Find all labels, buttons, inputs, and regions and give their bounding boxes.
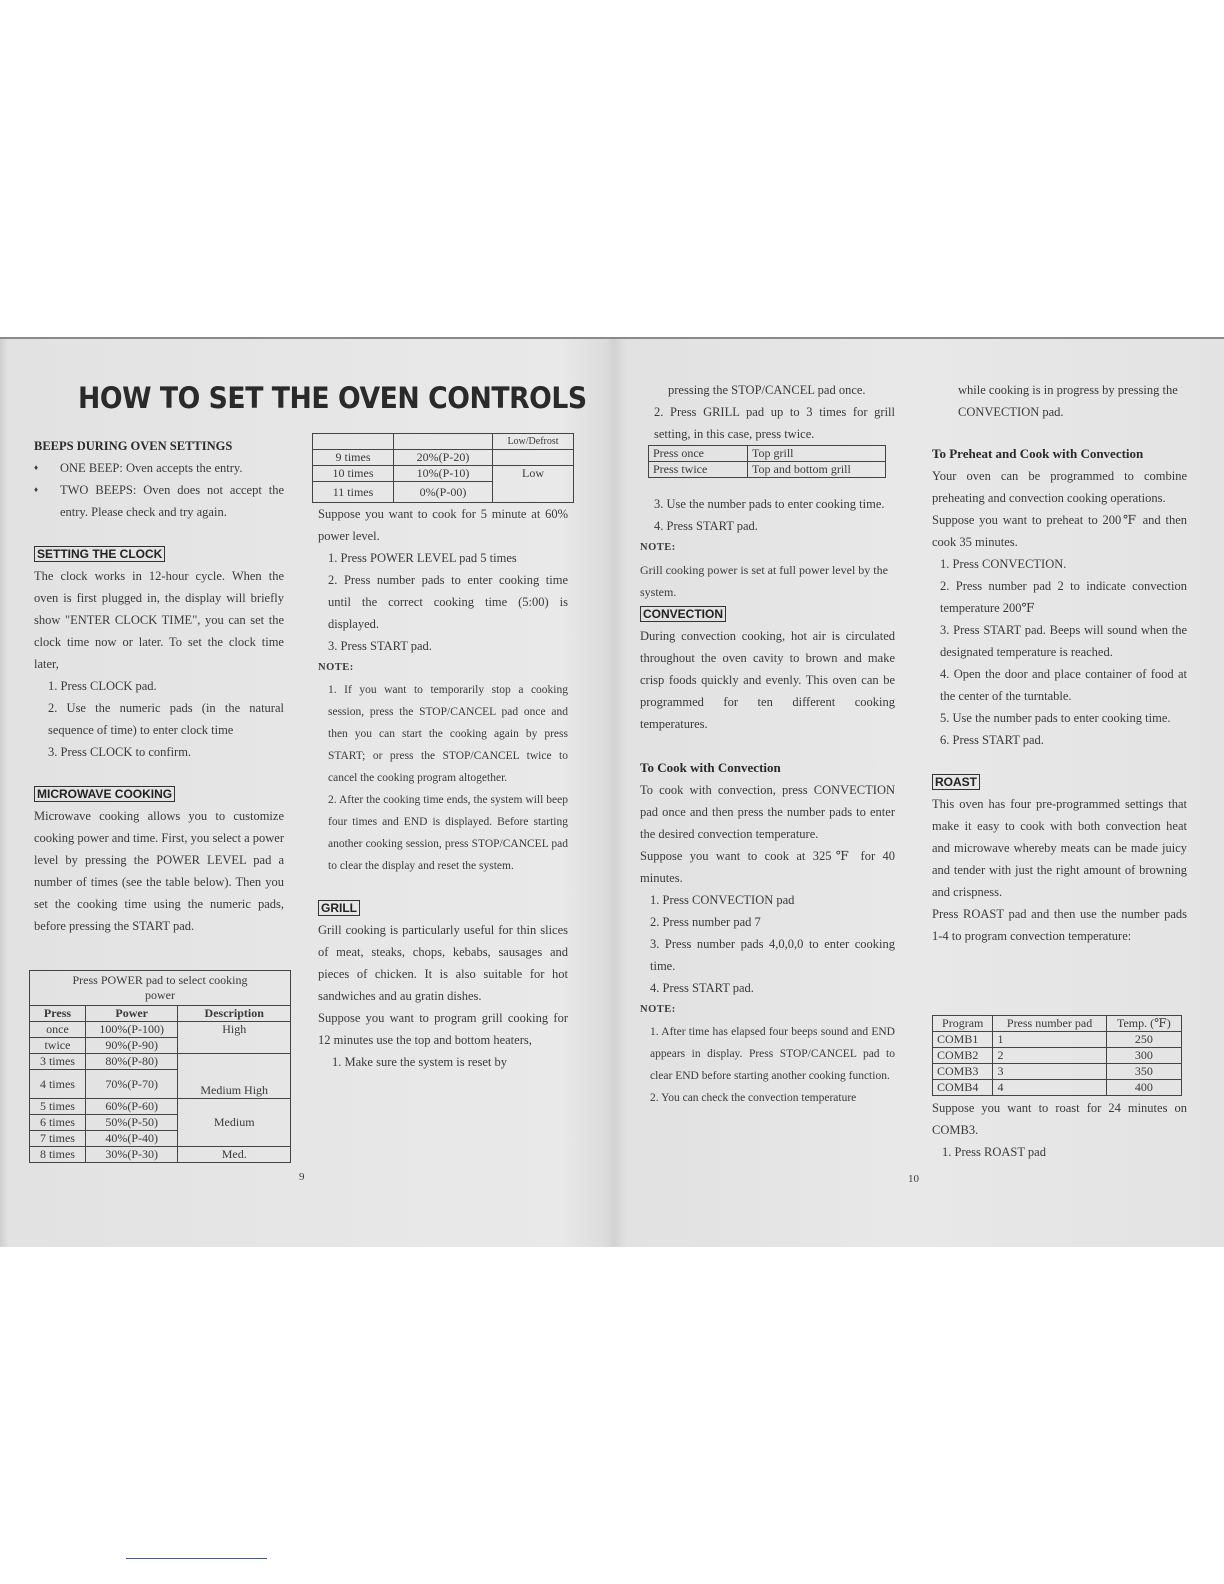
grill-note-label: NOTE: [640, 542, 676, 553]
preheat-intro: Your oven can be programmed to combine preheating and convection cooking operations. [932, 469, 1187, 505]
list-item: 4. Open the door and place container of food at the center of the turntable. [940, 667, 1187, 703]
clock-heading: SETTING THE CLOCK [34, 546, 165, 562]
list-item: 1. If you want to temporarily stop a cooking session, press the STOP/CANCEL pad once and then you can start the cooking again by press START; or press the STOP/CANCEL twice to cancel the cooking program altogether. [328, 684, 568, 784]
grill-note: Grill cooking power is set at full power level by the system. [640, 563, 888, 599]
table-cell: 30%(P-30) [85, 1147, 177, 1163]
table-cell: Top and bottom grill [748, 462, 886, 478]
roast-instruction: Press ROAST pad and then use the number pads 1-4 to program convection temperature: [932, 907, 1187, 943]
column-header: Program [933, 1016, 993, 1032]
table-cell: 9 times [313, 450, 394, 466]
list-item: 2. Press number pad 2 to indicate convection temperature 200℉ [940, 579, 1187, 615]
column-header: Press [30, 1006, 86, 1022]
list-item: 1. Press CLOCK pad. [48, 679, 157, 693]
list-item: 2. Use the numeric pads (in the natural sequence of time) to enter clock time [48, 701, 284, 737]
table-cell: 250 [1106, 1032, 1181, 1048]
column-3 [640, 379, 895, 445]
table-row [933, 1032, 1182, 1048]
microwave-intro: Microwave cooking allows you to customize cooking power and time. First, you select a power level by pressing the POWER LEVEL pad a number of times (see the table below). Then you set the cooking time using the numeric pads, before pressing the START pad. [34, 809, 284, 933]
table-cell: 60%(P-60) [85, 1099, 177, 1115]
column-header: Press number pad [993, 1016, 1106, 1032]
cook-convection-example: Suppose you want to cook at 325℉ for 40 minutes. [640, 849, 895, 885]
note1-label: NOTE: [318, 662, 354, 673]
clock-steps [34, 675, 284, 763]
cook-convection-intro: To cook with convection, press CONVECTION pad once and then press the number pads to enter the desired convection temperature. [640, 783, 895, 841]
manual-spread [0, 337, 1224, 1247]
table-cell: Low/Defrost [493, 434, 574, 450]
table-row [933, 1080, 1182, 1096]
list-item: 2. You can check the convection temperature [650, 1092, 857, 1104]
column-4 [932, 379, 1187, 947]
microwave-heading: MICROWAVE COOKING [34, 786, 175, 802]
table-cell: 80%(P-80) [85, 1054, 177, 1070]
table-row [313, 434, 574, 450]
table-cell: COMB3 [933, 1064, 993, 1080]
column-header: Description [178, 1006, 291, 1022]
list-item: 4. Press START pad. [650, 981, 754, 995]
roast-table [932, 1015, 1182, 1096]
list-item: 1. Press CONVECTION pad [650, 893, 795, 907]
note1-list [318, 679, 568, 877]
table-cell: 90%(P-90) [85, 1038, 177, 1054]
table-cell: 10%(P-10) [394, 466, 493, 482]
list-item: 3. Press CLOCK to confirm. [48, 745, 192, 759]
table-cell: 0%(P-00) [394, 482, 493, 503]
example1-steps [318, 547, 568, 657]
table-cell: 4 times [30, 1070, 86, 1099]
table-cell: 11 times [313, 482, 394, 503]
table-cell: 4 [993, 1080, 1106, 1096]
list-item: 2. After the cooking time ends, the system will beep four times and END is displayed. Before starting another cooking session, press STOP/CANCEL pad to clear the display and reset the system. [328, 794, 568, 872]
table-row [933, 1064, 1182, 1080]
table-cell: COMB1 [933, 1032, 993, 1048]
grill-intro: Grill cooking is particularly useful for thin slices of meat, steaks, chops, kebabs, sausages and pieces of chicken. It is also suitable for hot sandwiches and au gratin dishes. [318, 923, 568, 1003]
table-cell: 6 times [30, 1115, 86, 1131]
list-item: ♦ TWO BEEPS: Oven does not accept the entry. Please check and try again. [34, 479, 284, 523]
table-row [313, 450, 574, 466]
cook-convection-steps [640, 889, 895, 999]
column-2 [318, 503, 568, 1073]
list-item: 3. Press number pads 4,0,0,0 to enter cooking time. [650, 937, 895, 973]
page-title: HOW TO SET THE OVEN CONTROLS [78, 381, 587, 415]
table-cell: Med. [178, 1147, 291, 1163]
list-item: 2. Press number pads to enter cooking time until the correct cooking time (5:00) is displayed. [328, 573, 568, 631]
table-row [649, 446, 886, 462]
roast-example: Suppose you want to roast for 24 minutes on COMB3. [932, 1101, 1187, 1137]
column-1 [34, 435, 284, 937]
column-header: Temp. (℉) [1106, 1016, 1181, 1032]
table-cell: 3 times [30, 1054, 86, 1070]
convection-notes [640, 1021, 895, 1109]
convection-note-label: NOTE: [640, 1004, 676, 1015]
list-item: 5. Use the number pads to enter cooking time. [940, 711, 1171, 725]
grill-table [648, 445, 886, 478]
grill-step1: 1. Make sure the system is reset by [332, 1055, 507, 1069]
table-cell: 300 [1106, 1048, 1181, 1064]
table-cell [313, 434, 394, 450]
preheat-steps [932, 553, 1187, 751]
column-header: Power [85, 1006, 177, 1022]
clock-intro: The clock works in 12-hour cycle. When the oven is first plugged in, the display will briefly show "ENTER CLOCK TIME", you can set the clock time now or later. To set the clock time later, [34, 569, 284, 671]
table-cell [493, 450, 574, 466]
power-table-caption: Press POWER pad to select cooking power [30, 971, 291, 1006]
table-cell: once [30, 1022, 86, 1038]
table-row [30, 1022, 291, 1038]
table-cell: 1 [993, 1032, 1106, 1048]
table-cell: 100%(P-100) [85, 1022, 177, 1038]
grill-step3: 3. Use the number pads to enter cooking time. [654, 497, 885, 511]
divider [126, 1558, 267, 1559]
grill-example: Suppose you want to program grill cooking for 12 minutes use the top and bottom heaters, [318, 1011, 568, 1047]
list-item: 1. Press POWER LEVEL pad 5 times [328, 551, 517, 565]
beeps-heading: BEEPS DURING OVEN SETTINGS [34, 439, 233, 453]
table-row [649, 462, 886, 478]
list-item: ♦ ONE BEEP: Oven accepts the entry. [34, 457, 284, 479]
preheat-example: Suppose you want to preheat to 200℉ and then cook 35 minutes. [932, 513, 1187, 549]
table-cell: 20%(P-20) [394, 450, 493, 466]
table-cell: 8 times [30, 1147, 86, 1163]
table-row [30, 1099, 291, 1115]
grill-step4: 4. Press START pad. [654, 519, 758, 533]
grill-step1-cont: pressing the STOP/CANCEL pad once. [668, 383, 866, 397]
beeps-list [34, 457, 284, 523]
list-item: 1. Press CONVECTION. [940, 557, 1067, 571]
list-item: 3. Press START pad. Beeps will sound when the designated temperature is reached. [940, 623, 1187, 659]
roast-step1: 1. Press ROAST pad [942, 1145, 1046, 1159]
table-cell: twice [30, 1038, 86, 1054]
table-cell [394, 434, 493, 450]
roast-heading: ROAST [932, 774, 980, 790]
example1-text: Suppose you want to cook for 5 minute at 60% power level. [318, 507, 568, 543]
table-cell: Medium [178, 1099, 291, 1147]
table-cell: 70%(P-70) [85, 1070, 177, 1099]
table-cell: Medium High [178, 1054, 291, 1099]
table-cell: COMB4 [933, 1080, 993, 1096]
table-row [30, 1147, 291, 1163]
power-table [29, 970, 291, 1163]
table-cell: Press once [649, 446, 748, 462]
table-cell: 400 [1106, 1080, 1181, 1096]
table-cell: Press twice [649, 462, 748, 478]
table-cell: 350 [1106, 1064, 1181, 1080]
table-cell: COMB2 [933, 1048, 993, 1064]
column-4-lower [932, 1097, 1187, 1163]
table-cell: Top grill [748, 446, 886, 462]
list-item: 6. Press START pad. [940, 733, 1044, 747]
table-cell: 50%(P-50) [85, 1115, 177, 1131]
preheat-heading: To Preheat and Cook with Convection [932, 446, 1144, 461]
convection-heading: CONVECTION [640, 606, 726, 622]
grill-heading: GRILL [318, 900, 360, 916]
table-row [313, 466, 574, 482]
convection-note2-cont: while cooking is in progress by pressing the CONVECTION pad. [958, 383, 1178, 419]
grill-step2: 2. Press GRILL pad up to 3 times for grill setting, in this case, press twice. [654, 405, 895, 441]
table-cell: Low [493, 466, 574, 503]
table-cell: 5 times [30, 1099, 86, 1115]
list-item: 2. Press number pad 7 [650, 915, 761, 929]
table-cell: 3 [993, 1064, 1106, 1080]
list-item: 1. After time has elapsed four beeps sound and END appears in display. Press STOP/CANCEL pad to clear END before starting another cooking function. [650, 1026, 895, 1082]
table-cell: 10 times [313, 466, 394, 482]
cook-convection-heading: To Cook with Convection [640, 760, 781, 775]
table-cell: 40%(P-40) [85, 1131, 177, 1147]
table-cell: 7 times [30, 1131, 86, 1147]
table-cell: 2 [993, 1048, 1106, 1064]
roast-intro: This oven has four pre-programmed settings that make it easy to cook with both convection heat and microwave whereby meats can be made juicy and tender with just the right amount of browning and crispness. [932, 797, 1187, 899]
table-cell: High [178, 1022, 291, 1054]
power-table-continued [312, 433, 574, 503]
table-row [30, 1054, 291, 1070]
table-row [933, 1048, 1182, 1064]
column-3-lower [640, 493, 895, 1109]
convection-intro: During convection cooking, hot air is circulated throughout the oven cavity to brown and make crisp foods quickly and evenly. This oven can be programmed for ten different cooking temperatures. [640, 629, 895, 731]
page-number-left: 9 [299, 1171, 305, 1183]
list-item: 3. Press START pad. [328, 639, 432, 653]
page-number-right: 10 [908, 1173, 919, 1185]
